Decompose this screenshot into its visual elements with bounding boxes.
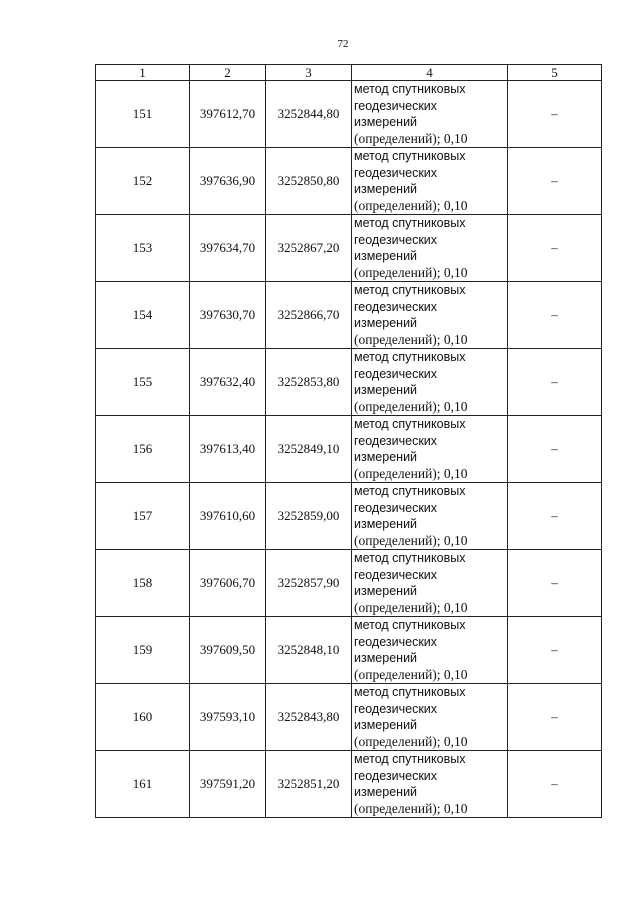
method-line: измерений xyxy=(354,316,418,330)
point-number-cell: 152 xyxy=(96,148,190,215)
method-line: метод спутниковых xyxy=(354,417,466,431)
method-cell xyxy=(352,81,508,148)
y-coordinate-cell: 3252844,80 xyxy=(266,81,352,148)
method-line: измерений xyxy=(354,651,418,665)
header-col-4: 4 xyxy=(352,65,508,81)
table-row xyxy=(96,483,602,550)
table-header-row xyxy=(96,65,602,81)
method-line: метод спутниковых xyxy=(354,618,466,632)
method-line: метод спутниковых xyxy=(354,551,466,565)
note-dash-cell: – xyxy=(508,751,602,818)
method-line: геодезических xyxy=(354,232,438,247)
y-coordinate-cell: 3252859,00 xyxy=(266,483,352,550)
method-cell xyxy=(352,483,508,550)
method-cell xyxy=(352,416,508,483)
method-precision-line: (определений); 0,10 xyxy=(354,599,468,615)
method-cell xyxy=(352,617,508,684)
point-number-cell: 160 xyxy=(96,684,190,751)
point-number-cell: 161 xyxy=(96,751,190,818)
method-cell xyxy=(352,751,508,818)
table-row xyxy=(96,416,602,483)
note-dash-cell: – xyxy=(508,282,602,349)
method-precision-line: (определений); 0,10 xyxy=(354,197,468,213)
method-line: измерений xyxy=(354,182,418,196)
y-coordinate-cell: 3252849,10 xyxy=(266,416,352,483)
method-line: измерений xyxy=(354,383,418,397)
method-line: геодезических xyxy=(354,366,438,381)
method-line: геодезических xyxy=(354,433,438,448)
coordinates-table xyxy=(95,64,602,818)
method-precision-line: (определений); 0,10 xyxy=(354,666,468,682)
method-line: геодезических xyxy=(354,98,438,113)
y-coordinate-cell: 3252866,70 xyxy=(266,282,352,349)
method-precision-line: (определений); 0,10 xyxy=(354,733,468,749)
method-line: геодезических xyxy=(354,701,438,716)
method-line: метод спутниковых xyxy=(354,350,466,364)
point-number-cell: 151 xyxy=(96,81,190,148)
method-precision-line: (определений); 0,10 xyxy=(354,800,468,816)
y-coordinate-cell: 3252843,80 xyxy=(266,684,352,751)
table-row xyxy=(96,751,602,818)
point-number-cell: 159 xyxy=(96,617,190,684)
method-cell xyxy=(352,148,508,215)
table-row xyxy=(96,617,602,684)
point-number-cell: 154 xyxy=(96,282,190,349)
method-line: геодезических xyxy=(354,567,438,582)
x-coordinate-cell: 397606,70 xyxy=(190,550,266,617)
x-coordinate-cell: 397612,70 xyxy=(190,81,266,148)
method-line: метод спутниковых xyxy=(354,149,466,163)
x-coordinate-cell: 397634,70 xyxy=(190,215,266,282)
note-dash-cell: – xyxy=(508,550,602,617)
method-line: метод спутниковых xyxy=(354,216,466,230)
y-coordinate-cell: 3252857,90 xyxy=(266,550,352,617)
note-dash-cell: – xyxy=(508,684,602,751)
x-coordinate-cell: 397632,40 xyxy=(190,349,266,416)
method-line: метод спутниковых xyxy=(354,484,466,498)
method-precision-line: (определений); 0,10 xyxy=(354,264,468,280)
header-col-3: 3 xyxy=(266,65,352,81)
point-number-cell: 153 xyxy=(96,215,190,282)
note-dash-cell: – xyxy=(508,148,602,215)
point-number-cell: 156 xyxy=(96,416,190,483)
point-number-cell: 158 xyxy=(96,550,190,617)
x-coordinate-cell: 397636,90 xyxy=(190,148,266,215)
method-line: геодезических xyxy=(354,768,438,783)
table-row xyxy=(96,81,602,148)
header-col-2: 2 xyxy=(190,65,266,81)
method-line: геодезических xyxy=(354,299,438,314)
method-line: измерений xyxy=(354,584,418,598)
method-precision-line: (определений); 0,10 xyxy=(354,331,468,347)
note-dash-cell: – xyxy=(508,483,602,550)
header-col-5: 5 xyxy=(508,65,602,81)
y-coordinate-cell: 3252851,20 xyxy=(266,751,352,818)
note-dash-cell: – xyxy=(508,81,602,148)
x-coordinate-cell: 397593,10 xyxy=(190,684,266,751)
method-precision-line: (определений); 0,10 xyxy=(354,532,468,548)
method-line: измерений xyxy=(354,718,418,732)
table-row xyxy=(96,148,602,215)
method-line: метод спутниковых xyxy=(354,82,466,96)
x-coordinate-cell: 397609,50 xyxy=(190,617,266,684)
method-line: измерений xyxy=(354,249,418,263)
table-row xyxy=(96,349,602,416)
point-number-cell: 157 xyxy=(96,483,190,550)
table-row xyxy=(96,215,602,282)
method-line: геодезических xyxy=(354,165,438,180)
method-line: метод спутниковых xyxy=(354,685,466,699)
table-row xyxy=(96,684,602,751)
point-number-cell: 155 xyxy=(96,349,190,416)
y-coordinate-cell: 3252848,10 xyxy=(266,617,352,684)
x-coordinate-cell: 397610,60 xyxy=(190,483,266,550)
method-line: геодезических xyxy=(354,500,438,515)
method-precision-line: (определений); 0,10 xyxy=(354,398,468,414)
method-cell xyxy=(352,215,508,282)
note-dash-cell: – xyxy=(508,416,602,483)
x-coordinate-cell: 397591,20 xyxy=(190,751,266,818)
y-coordinate-cell: 3252850,80 xyxy=(266,148,352,215)
page-number: 72 xyxy=(337,38,349,50)
method-line: метод спутниковых xyxy=(354,283,466,297)
note-dash-cell: – xyxy=(508,617,602,684)
method-precision-line: (определений); 0,10 xyxy=(354,465,468,481)
note-dash-cell: – xyxy=(508,349,602,416)
y-coordinate-cell: 3252853,80 xyxy=(266,349,352,416)
method-line: измерений xyxy=(354,115,418,129)
method-cell xyxy=(352,684,508,751)
x-coordinate-cell: 397630,70 xyxy=(190,282,266,349)
table-row xyxy=(96,282,602,349)
table-row xyxy=(96,550,602,617)
y-coordinate-cell: 3252867,20 xyxy=(266,215,352,282)
method-cell xyxy=(352,550,508,617)
note-dash-cell: – xyxy=(508,215,602,282)
header-col-1: 1 xyxy=(96,65,190,81)
method-cell xyxy=(352,282,508,349)
method-line: измерений xyxy=(354,517,418,531)
method-cell xyxy=(352,349,508,416)
method-line: геодезических xyxy=(354,634,438,649)
method-line: измерений xyxy=(354,450,418,464)
method-line: измерений xyxy=(354,785,418,799)
method-precision-line: (определений); 0,10 xyxy=(354,130,468,146)
method-line: метод спутниковых xyxy=(354,752,466,766)
x-coordinate-cell: 397613,40 xyxy=(190,416,266,483)
